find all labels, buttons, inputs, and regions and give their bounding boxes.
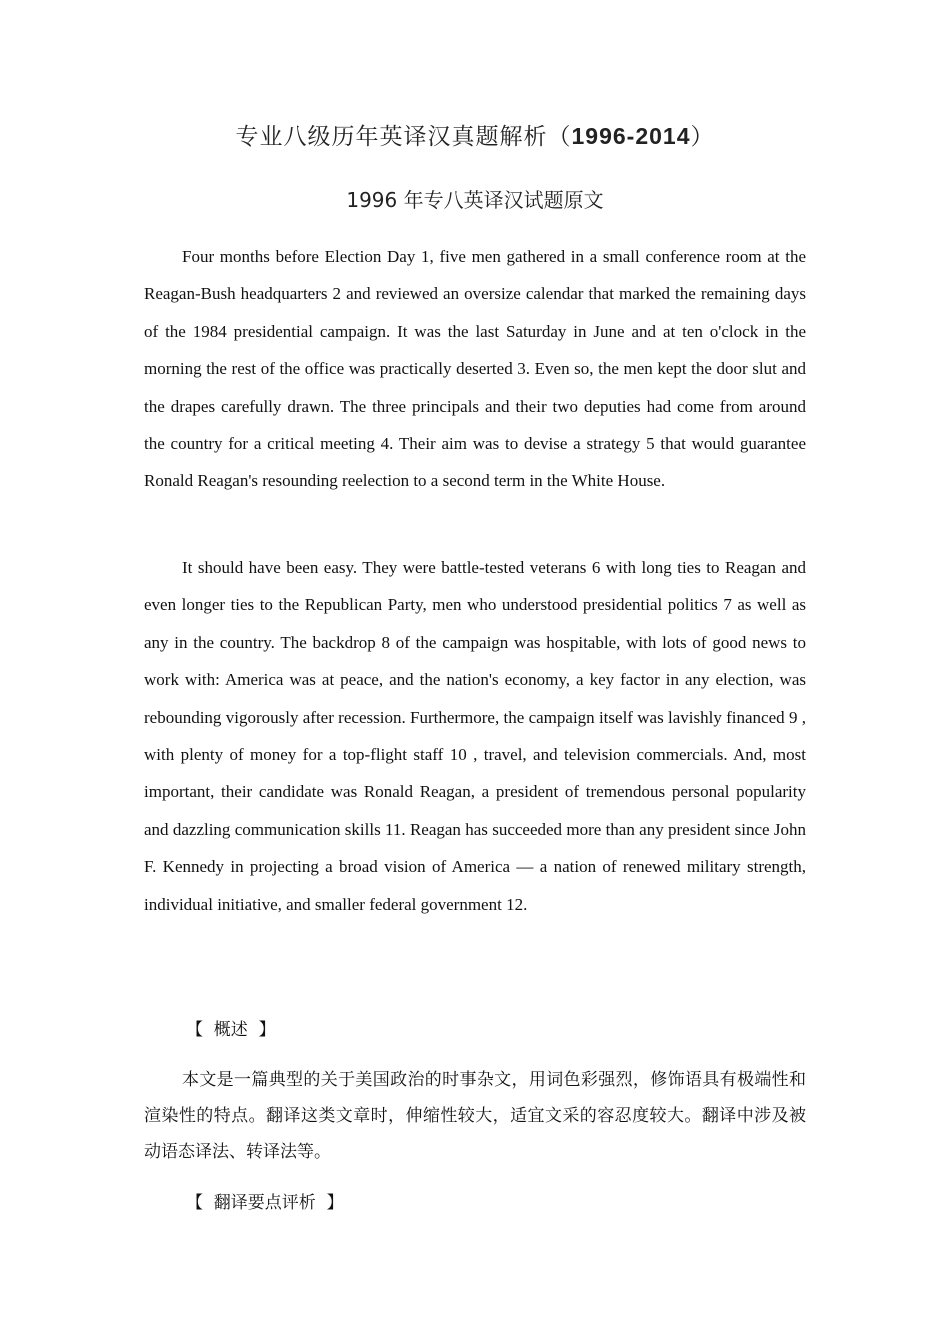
section-subtitle: 1996 年专八英译汉试题原文 — [346, 188, 604, 212]
page-title — [0, 118, 950, 151]
title-close: ） — [690, 124, 715, 150]
overview-paragraph — [144, 1062, 806, 1170]
overview-text: 本文是一篇典型的关于美国政治的时事杂文，用词色彩强烈，修饰语具有极端性和渲染性的特点。翻译这类文章时，伸缩性较大，适宜文采的容忍度较大。翻译中涉及被动语态译法、转译法等。 — [144, 1070, 806, 1162]
passage-text-2: It should have been easy. They were battle-tested veterans 6 with long ties to Reagan and even longer ties to the Republican Party, men who understood presidential politics 7 as well as any in the country. The backdrop 8 of the campaign was hospitable, with lots of good news to work with: America was at peace, and the nation's economy, a key factor in any election, was rebounding vigorously after recession. Furthermore, the campaign itself was lavishly financed 9 , with plenty of money for a top-flight staff 10 , travel, and television commercials. And, most important, their candidate was Ronald Reagan, a president of tremendous personal popularity and dazzling communication skills 11. Reagan has succeeded more than any president since John F. Kennedy in projecting a broad vision of America — a nation of renewed military strength, individual initiative, and smaller federal government 12. — [144, 558, 806, 914]
title-chinese: 专业八级历年英译汉真题解析（ — [235, 124, 572, 150]
passage-paragraph-2 — [144, 549, 806, 923]
title-years: 1996-2014 — [571, 123, 691, 149]
passage-paragraph-1 — [144, 238, 806, 500]
passage-text-1: Four months before Election Day 1, five men gathered in a small conference room at the Reagan-Bush headquarters 2 and reviewed an oversize calendar that marked the remaining days of the 1984 presidential campaign. It was the last Saturday in June and at ten o'clock in the morning the rest of the office was practically deserted 3. Even so, the men kept the door slut and the drapes carefully drawn. The three principals and their two deputies had come from around the country for a critical meeting 4. Their aim was to devise a strategy 5 that would guarantee Ronald Reagan's resounding reelection to a second term in the White House. — [144, 247, 806, 491]
analysis-heading: 【 翻译要点评析 】 — [186, 1193, 344, 1213]
overview-heading: 【 概述 】 — [186, 1020, 276, 1040]
